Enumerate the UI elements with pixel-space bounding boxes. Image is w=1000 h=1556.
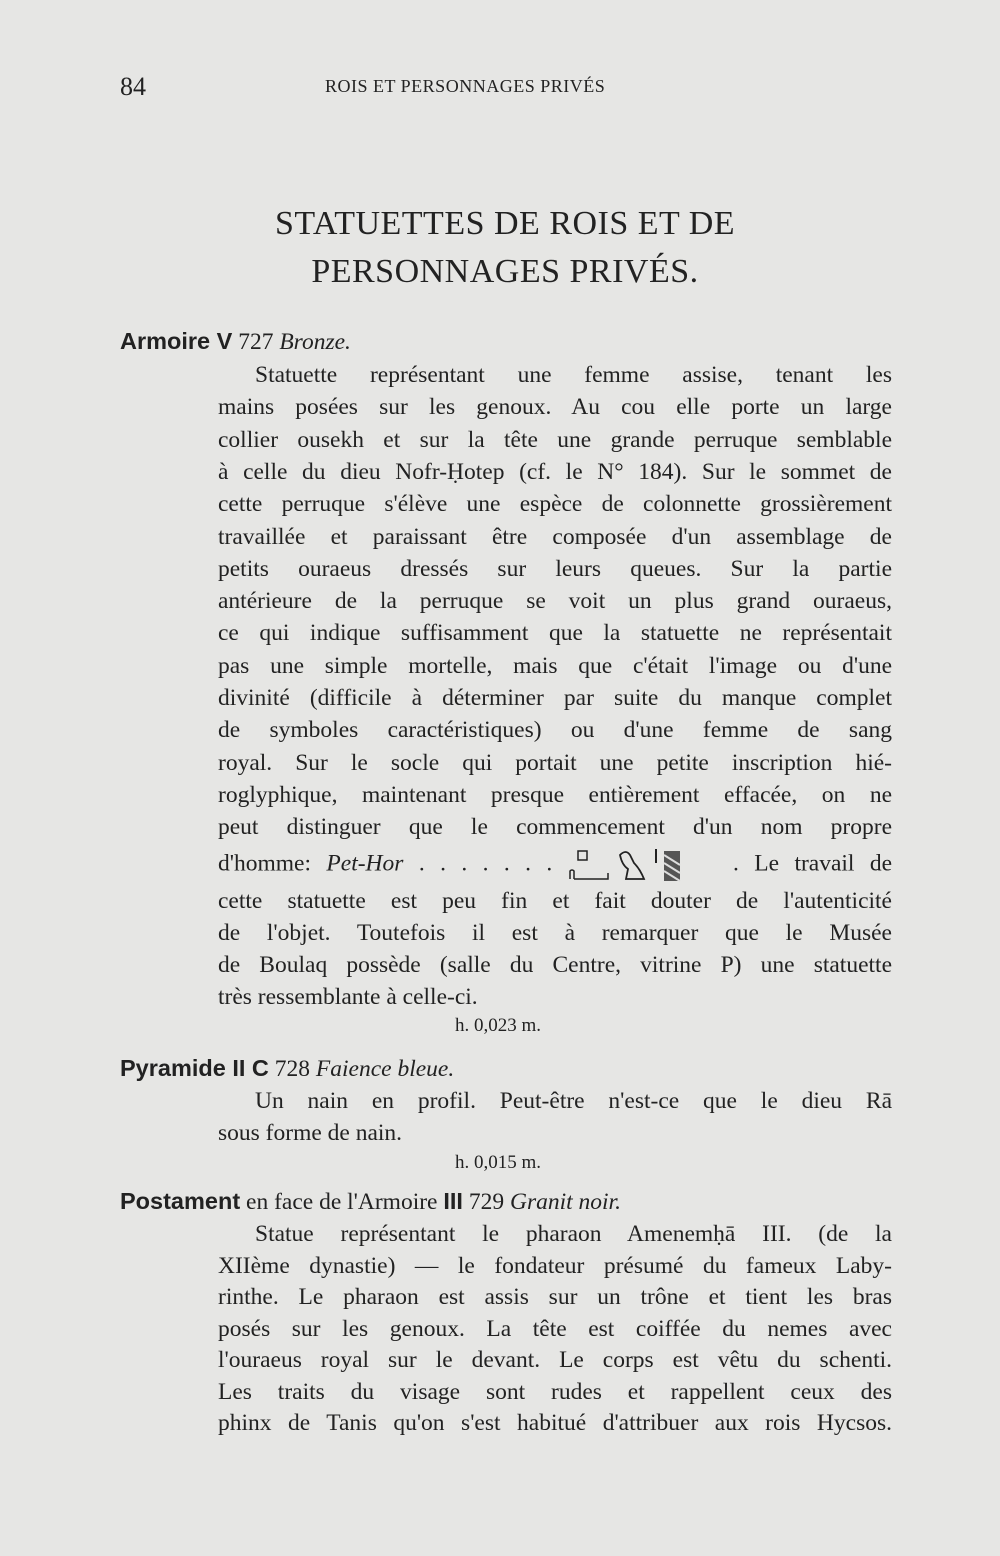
entry-728-measurement: h. 0,015 m. xyxy=(455,1152,542,1173)
entry-cabinet: III xyxy=(443,1188,463,1214)
entry-number: 728 xyxy=(274,1056,311,1082)
text-line: Un nain en profil. Peut-être n'est-ce que le dieu Rā xyxy=(255,1088,892,1114)
person-name: Pet-Hor xyxy=(326,850,404,877)
text-line: ce qui indique suffisamment que la statuette ne représentait xyxy=(218,620,892,647)
text-line: divinité (difficile à déterminer par suite du manque complet xyxy=(218,685,892,711)
section-title-line-2: PERSONNAGES PRIVÉS. xyxy=(311,253,699,290)
text-line: mains posées sur les genoux. Au cou elle porte un large xyxy=(218,394,892,421)
text-line: XIIème dynastie) — le fondateur présumé du fameux Laby- xyxy=(218,1252,892,1279)
hieroglyph-inscription-icon xyxy=(568,845,718,885)
text-line: roglyphique, maintenant presque entièrement effacée, on ne xyxy=(218,781,892,808)
entry-location: Armoire V xyxy=(120,328,233,354)
entry-location: Pyramide II C xyxy=(120,1055,269,1081)
entry-material: Faience bleue. xyxy=(315,1056,455,1082)
section-title-line-1: STATUETTES DE ROIS ET DE xyxy=(274,205,736,242)
text-line: de l'objet. Toutefois il est à remarquer que le Musée xyxy=(218,920,892,946)
entry-number: 729 xyxy=(468,1189,505,1215)
text-line: à celle du dieu Nofr-Ḥotep (cf. le N° 184). Sur le sommet de xyxy=(218,458,892,485)
text-line: Les traits du visage sont rudes et rappellent ceux des xyxy=(218,1378,892,1405)
text-line: très ressemblante à celle-ci. xyxy=(218,984,478,1010)
text-line: rinthe. Le pharaon est assis sur un trône et tient les bras xyxy=(218,1284,892,1310)
name-line-suffix: . Le travail de xyxy=(733,850,893,877)
text-line: Statue représentant le pharaon Amenemḥā III. (de la xyxy=(255,1221,892,1247)
text-line: posés sur les genoux. La tête est coiffée du nemes avec xyxy=(218,1315,892,1342)
text-line: Statuette représentant une femme assise, tenant les xyxy=(255,362,892,388)
text-line: peut distinguer que le commencement d'un nom propre xyxy=(218,814,892,841)
entry-material: Granit noir. xyxy=(509,1189,621,1215)
entry-727-measurement: h. 0,023 m. xyxy=(455,1015,542,1036)
page-header xyxy=(120,72,890,102)
text-line: travaillée et paraissant être composée d'un assemblage de xyxy=(218,523,892,550)
text-line: phinx de Tanis qu'on s'est habitué d'attribuer aux rois Hycsos. xyxy=(218,1410,892,1436)
text-line: cette perruque s'élève une espèce de colonnette grossièrement xyxy=(218,491,892,518)
entry-location: Postament xyxy=(120,1188,241,1214)
text-line: l'ouraeus royal sur le devant. Le corps est vêtu du schenti. xyxy=(218,1347,892,1373)
name-line-prefix: d'homme: xyxy=(218,850,312,877)
entry-727-heading xyxy=(120,325,351,358)
page-number: 84 xyxy=(120,72,146,101)
text-line: royal. Sur le socle qui portait une petite inscription hié- xyxy=(218,749,892,776)
entry-728-heading xyxy=(120,1052,454,1085)
text-line: pas une simple mortelle, mais que c'était l'image ou d'une xyxy=(218,652,892,679)
entry-location-detail: en face de l'Armoire xyxy=(246,1189,438,1215)
text-line: de Boulaq possède (salle du Centre, vitrine P) une statuette xyxy=(218,952,892,978)
text-line: de symboles caractéristiques) ou d'une femme de sang xyxy=(218,717,892,744)
running-title: ROIS ET PERSONNAGES PRIVÉS xyxy=(325,76,606,96)
text-line: petits ouraeus dressés sur leurs queues. Sur la partie xyxy=(218,555,892,582)
entry-material: Bronze. xyxy=(279,329,351,355)
name-line xyxy=(218,845,892,885)
name-dots: . . . . . . . xyxy=(418,850,553,877)
text-line: antérieure de la perruque se voit un plus grand ouraeus, xyxy=(218,588,892,615)
text-line: sous forme de nain. xyxy=(218,1120,403,1146)
entry-729-heading xyxy=(120,1185,621,1218)
entry-number: 727 xyxy=(238,329,274,355)
text-line: collier ousekh et sur la tête une grande perruque semblable xyxy=(218,426,892,453)
text-line: cette statuette est peu fin et fait douter de l'autenticité xyxy=(218,888,892,914)
section-title xyxy=(120,200,890,296)
